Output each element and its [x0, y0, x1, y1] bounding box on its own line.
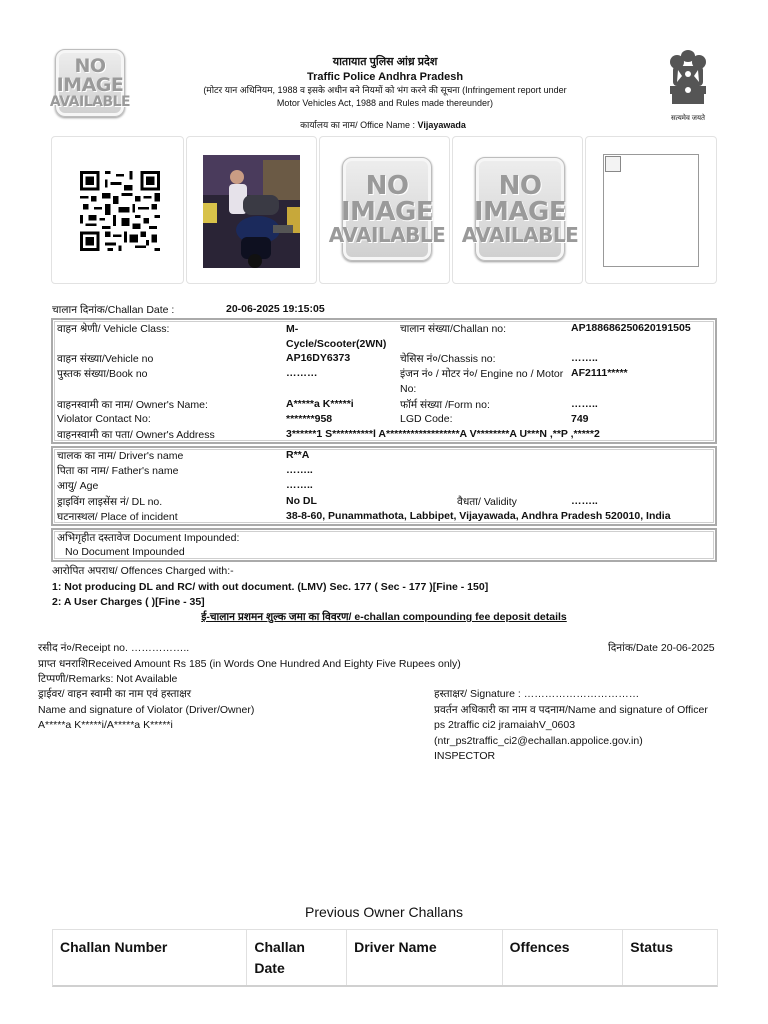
- title-english: Traffic Police Andhra Pradesh: [306, 71, 464, 83]
- detail-row: घटनास्थल/ Place of incident 38-8-60, Punammathota, Labbipet, Vijayawada, Andhra Pradesh 520010, India: [57, 510, 671, 523]
- column-header: Offences: [503, 930, 624, 985]
- received-amount: प्राप्त धनराशिReceived Amount Rs 185 (in Words One Hundred And Eighty Five Rupees only): [38, 657, 461, 670]
- vehicle-details-box: [51, 318, 717, 444]
- officer-name: ps 2traffic ci2 jramaiahV_0603: [434, 719, 576, 731]
- officer-designation: INSPECTOR: [434, 750, 496, 762]
- document-header: [150, 54, 620, 109]
- detail-row: पुस्तक संख्या/Book no ……… इंजन नं० / मोटर नं०/ Engine no / Motor No: AF2111*****: [57, 367, 628, 395]
- detail-row: पिता का नाम/ Father's name ……..: [57, 464, 313, 477]
- detail-row: वाहन श्रेणी/ Vehicle Class: M-Cycle/Scooter(2WN) चालान संख्या/Challan no: AP18868625062019150​5: [57, 322, 691, 350]
- detail-row: Violator Contact No: *******958 LGD Code: 749: [57, 413, 589, 425]
- officer-signature: हस्ताक्षर/ Signature : ……………………………: [434, 688, 640, 700]
- broken-image: [603, 154, 699, 267]
- offences-section: [52, 564, 488, 611]
- no-image-logo: NO IMAGE AVAILABLE: [55, 49, 125, 117]
- previous-challans-table: [52, 929, 718, 987]
- echallan-deposit-title: ई-चालान प्रशमन शुल्क जमा का विवरण/ e-challan compounding fee deposit details: [201, 611, 567, 623]
- column-header: Status: [630, 939, 674, 955]
- detail-row: ड्राइविंग लाइसेंस नं/ DL no. No DL वैधता/ Validity ……..: [57, 495, 598, 508]
- subtitle-line1: (मोटर यान अधिनियम, 1988 व इसके अधीन बने नियमों को भंग करने की सूचना (Infringement report under: [203, 85, 567, 95]
- violator-name: A*****a K*****i/A*****a K*****i: [38, 719, 173, 731]
- detail-row: चालक का नाम/ Driver's name R**A: [57, 449, 310, 462]
- impound-value: No Document Impounded: [65, 546, 185, 558]
- qr-code-icon: [80, 165, 160, 257]
- challan-date-label: चालान दिनांक/Challan Date :: [52, 304, 175, 316]
- office-name: कार्यालय का नाम/ Office Name : Vijayawada: [300, 120, 466, 130]
- detail-row: आयु/ Age ……..: [57, 479, 313, 492]
- detail-row: वाहन संख्या/Vehicle no AP16DY6373 चेसिस नं०/Chassis no: ……..: [57, 352, 598, 365]
- incident-photo-card: [186, 136, 317, 284]
- image-placeholder-card: [452, 136, 583, 284]
- column-header: Driver Name: [347, 930, 503, 985]
- broken-image-card: [585, 136, 717, 284]
- previous-challans-title: Previous Owner Challans: [305, 904, 463, 920]
- broken-image-icon: [605, 156, 621, 172]
- emblem-motto: सत्यमेव जयते: [670, 115, 706, 122]
- title-hindi: यातायात पुलिस आंध्र प्रदेश: [332, 56, 438, 68]
- qr-code-card: [51, 136, 184, 284]
- offence-item: 2: A User Charges ( )[Fine - 35]: [52, 596, 205, 608]
- detail-row: वाहनस्वामी का नाम/ Owner's Name: A*****a K*****i फॉर्म संख्या /Form no: ……..: [57, 398, 598, 411]
- image-placeholder-card: [319, 136, 450, 284]
- document-impound-box: [51, 528, 717, 562]
- challan-date-value: 20-06-2025 19:15:05: [226, 303, 325, 315]
- officer-email: (ntr_ps2traffic_ci2@echallan.appolice.gov.in): [434, 734, 643, 747]
- no-image-placeholder: NO IMAGE AVAILABLE: [475, 157, 565, 261]
- national-emblem: [664, 46, 712, 122]
- column-header: Challan Number: [53, 930, 247, 985]
- lion-capital-icon: [664, 46, 712, 110]
- receipt-date: दिनांक/Date 20-06-2025: [608, 642, 715, 654]
- receipt-details: [38, 641, 461, 688]
- receipt-no: रसीद नं०/Receipt no. ……………..: [38, 642, 190, 654]
- driver-details-box: [51, 446, 717, 526]
- violator-signature-block: ड्राईवर/ वाहन स्वामी का नाम एवं हस्ताक्षर Name and signature of Violator (Driver/Owner) A*****a K*****i/A*****a K*****i: [38, 687, 254, 734]
- offences-label: आरोपित अपराध/ Offences Charged with:-: [52, 565, 234, 577]
- incident-photo: [203, 155, 300, 268]
- offence-item: 1: Not producing DL and RC/ with out document. (LMV) Sec. 177 ( Sec - 177 )[Fine - 150]: [52, 580, 489, 593]
- impound-label: अभिगृहीत दस्तावेज Document Impounded:: [57, 532, 240, 544]
- remarks: टिप्पणी/Remarks: Not Available: [38, 673, 178, 685]
- subtitle-line2: Motor Vehicles Act, 1988 and Rules made thereunder): [276, 98, 494, 108]
- no-image-placeholder: NO IMAGE AVAILABLE: [342, 157, 432, 261]
- officer-signature-block: हस्ताक्षर/ Signature : …………………………… प्रवर्तन अधिकारी का नाम व पदनाम/Name and signature of Officer ps 2traffic ci2 jramaiahV_0603 (ntr_ps2traffic_ci2@echallan.appolice.gov.in) INSPECTOR: [434, 687, 708, 765]
- column-header: Challan Date: [247, 930, 347, 985]
- detail-row: वाहनस्वामी का पता/ Owner's Address 3******1 S**********l A******************A V********A U***N ,**P ,*****2: [57, 428, 600, 441]
